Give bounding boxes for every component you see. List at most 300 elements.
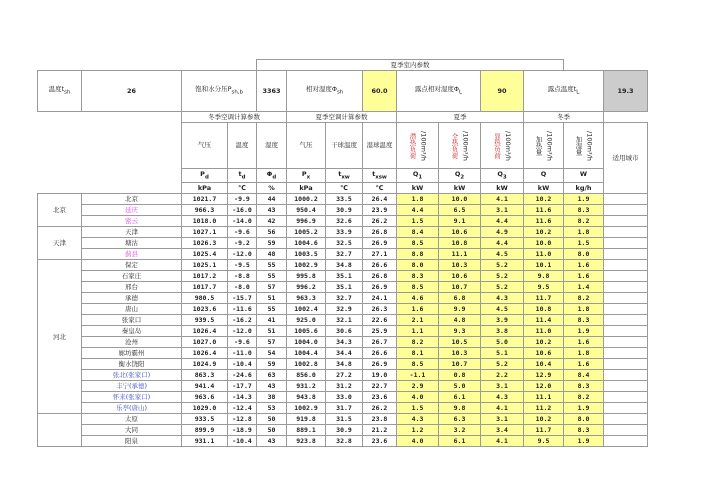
- symbol-cell: Q: [524, 169, 564, 183]
- value-cell: 10.7: [439, 359, 481, 370]
- value-cell: 11.0: [524, 249, 564, 260]
- city-name: 张北(张家口): [82, 370, 182, 381]
- value-cell: 996.9: [287, 216, 326, 227]
- city-name: 密云: [82, 216, 182, 227]
- value-cell: 8.3: [564, 315, 604, 326]
- value-cell: 32.9: [326, 304, 363, 315]
- value-cell: 5.2: [481, 271, 524, 282]
- value-cell: 30.9: [326, 425, 363, 436]
- value-cell: 57: [257, 282, 287, 293]
- unit-cell: kW: [524, 183, 564, 194]
- value-cell: 50: [257, 414, 287, 425]
- value-cell: 899.9: [182, 425, 228, 436]
- value-cell: 26.6: [363, 260, 397, 271]
- value-cell: 51: [257, 293, 287, 304]
- value-cell: 23.8: [363, 414, 397, 425]
- value-cell: 1.1: [397, 326, 439, 337]
- value-cell: 32.7: [326, 293, 363, 304]
- table-row: [38, 359, 648, 370]
- col-heating: 加热量 /100m³/h: [524, 123, 564, 169]
- value-cell: 9.3: [439, 326, 481, 337]
- value-cell: 26.9: [363, 282, 397, 293]
- city-name: 张家口: [82, 315, 182, 326]
- applicable-city-cell: [604, 271, 648, 282]
- city-name: 石家庄: [82, 271, 182, 282]
- col-pressure-summer: 气压: [287, 123, 326, 169]
- dew-rh-label: 露点相对湿度$\Phi_L$: [397, 71, 481, 112]
- value-cell: 6.1: [439, 436, 481, 447]
- value-cell: 24.1: [363, 293, 397, 304]
- value-cell: 2.9: [397, 381, 439, 392]
- value-cell: 26.2: [363, 403, 397, 414]
- applicable-city-cell: [604, 414, 648, 425]
- unit-cell: ℃: [228, 183, 257, 194]
- value-cell: 4.5: [481, 249, 524, 260]
- temp-value[interactable]: 26: [82, 71, 182, 112]
- value-cell: 8.5: [397, 238, 439, 249]
- applicable-city-cell: [604, 194, 648, 205]
- value-cell: 966.3: [182, 205, 228, 216]
- value-cell: 3.4: [481, 425, 524, 436]
- applicable-city-cell: [604, 359, 648, 370]
- value-cell: 4.0: [397, 392, 439, 403]
- value-cell: -14.3: [228, 392, 257, 403]
- value-cell: 43: [257, 436, 287, 447]
- value-cell: 59: [257, 238, 287, 249]
- value-cell: 10.4: [524, 359, 564, 370]
- value-cell: 55: [257, 304, 287, 315]
- value-cell: 56: [257, 227, 287, 238]
- value-cell: 42: [257, 216, 287, 227]
- table-row: [38, 436, 648, 447]
- value-cell: 43: [257, 381, 287, 392]
- value-cell: 32.8: [326, 436, 363, 447]
- value-cell: -17.7: [228, 381, 257, 392]
- region-name: 天津: [38, 227, 82, 260]
- value-cell: 26.7: [363, 337, 397, 348]
- value-cell: 1.9: [564, 403, 604, 414]
- region-name: 北京: [38, 194, 82, 227]
- sat-pressure-value[interactable]: 3363: [257, 71, 287, 112]
- value-cell: 8.2: [397, 337, 439, 348]
- table-row: [38, 392, 648, 403]
- value-cell: 6.1: [439, 392, 481, 403]
- unit-cell: kg/h: [564, 183, 604, 194]
- city-name: 延庆: [82, 205, 182, 216]
- symbol-cell: $Q_2$: [439, 169, 481, 183]
- value-cell: 4.4: [481, 238, 524, 249]
- value-cell: 41: [257, 315, 287, 326]
- value-cell: 23.6: [363, 392, 397, 403]
- value-cell: 43: [257, 205, 287, 216]
- value-cell: 6.3: [439, 414, 481, 425]
- city-name: 大同: [82, 425, 182, 436]
- value-cell: 1.5: [564, 238, 604, 249]
- value-cell: -9.9: [228, 194, 257, 205]
- value-cell: 19.0: [363, 370, 397, 381]
- col-total-load: 全热负荷 /100m³/h: [439, 123, 481, 169]
- dew-temp-label: 露点温度$t_L$: [524, 71, 604, 112]
- col-dry-bulb: 干球温度: [326, 123, 363, 169]
- applicable-city-cell: [604, 381, 648, 392]
- rh-value[interactable]: 60.0: [363, 71, 397, 112]
- table-row: [38, 293, 648, 304]
- col-humidity: 湿度: [257, 123, 287, 169]
- value-cell: -18.9: [228, 425, 257, 436]
- value-cell: 30.6: [326, 326, 363, 337]
- value-cell: 1023.6: [182, 304, 228, 315]
- table-row: [38, 304, 648, 315]
- value-cell: 1026.4: [182, 326, 228, 337]
- applicable-city-cell: [604, 403, 648, 414]
- value-cell: 950.4: [287, 205, 326, 216]
- applicable-city-cell: [604, 216, 648, 227]
- value-cell: -12.0: [228, 249, 257, 260]
- symbol-cell: $P_d$: [182, 169, 228, 183]
- summer-calc-header: 夏季空调计算参数: [287, 112, 397, 123]
- value-cell: 55: [257, 260, 287, 271]
- table-row: [38, 260, 648, 271]
- value-cell: 963.3: [287, 293, 326, 304]
- value-cell: 26.9: [363, 238, 397, 249]
- value-cell: 11.6: [524, 216, 564, 227]
- value-cell: -12.0: [228, 326, 257, 337]
- value-cell: 11.1: [524, 392, 564, 403]
- value-cell: 11.6: [524, 205, 564, 216]
- unit-cell: kPa: [287, 183, 326, 194]
- value-cell: 11.1: [439, 249, 481, 260]
- region-name: [38, 414, 82, 447]
- unit-cell: ℃: [326, 183, 363, 194]
- city-name: 塘沽: [82, 238, 182, 249]
- value-cell: 1005.2: [287, 227, 326, 238]
- value-cell: 10.8: [439, 238, 481, 249]
- table-row: [38, 425, 648, 436]
- value-cell: 9.8: [439, 403, 481, 414]
- value-cell: 1027.1: [182, 227, 228, 238]
- value-cell: 34.8: [326, 359, 363, 370]
- value-cell: 1.8: [564, 227, 604, 238]
- value-cell: 55: [257, 271, 287, 282]
- value-cell: 11.7: [524, 293, 564, 304]
- col-humidification: 加湿量 /100m³/h: [564, 123, 604, 169]
- applicable-city-cell: [604, 293, 648, 304]
- value-cell: 8.4: [564, 370, 604, 381]
- value-cell: 931.2: [287, 381, 326, 392]
- applicable-city-cell: [604, 315, 648, 326]
- value-cell: 931.1: [182, 436, 228, 447]
- hvac-parameter-sheet: [37, 59, 648, 447]
- value-cell: 1017.2: [182, 271, 228, 282]
- value-cell: 9.1: [439, 216, 481, 227]
- symbol-cell: $\Phi_d$: [257, 169, 287, 183]
- value-cell: 2.1: [397, 315, 439, 326]
- value-cell: -15.7: [228, 293, 257, 304]
- value-cell: -12.8: [228, 414, 257, 425]
- value-cell: 8.0: [564, 249, 604, 260]
- value-cell: 1003.5: [287, 249, 326, 260]
- value-cell: 59: [257, 359, 287, 370]
- value-cell: -9.6: [228, 337, 257, 348]
- value-cell: 923.8: [287, 436, 326, 447]
- value-cell: 4.1: [481, 436, 524, 447]
- value-cell: 4.3: [481, 293, 524, 304]
- value-cell: -10.4: [228, 359, 257, 370]
- table-row: [38, 414, 648, 425]
- value-cell: 1.9: [564, 326, 604, 337]
- col-temp: 温度: [228, 123, 257, 169]
- value-cell: -10.4: [228, 436, 257, 447]
- value-cell: 33.5: [326, 194, 363, 205]
- applicable-city-cell: [604, 326, 648, 337]
- value-cell: 8.3: [564, 425, 604, 436]
- value-cell: 8.3: [564, 381, 604, 392]
- value-cell: 995.8: [287, 271, 326, 282]
- table-row: [38, 315, 648, 326]
- city-name: 唐山: [82, 304, 182, 315]
- winter-header: 冬季: [524, 112, 604, 123]
- value-cell: 10.8: [524, 304, 564, 315]
- value-cell: 933.5: [182, 414, 228, 425]
- value-cell: 1018.0: [182, 216, 228, 227]
- applicable-city-cell: [604, 205, 648, 216]
- value-cell: 12.9: [524, 370, 564, 381]
- value-cell: 10.5: [439, 337, 481, 348]
- value-cell: 21.2: [363, 425, 397, 436]
- value-cell: 1.6: [397, 304, 439, 315]
- value-cell: 2.2: [481, 370, 524, 381]
- value-cell: 4.9: [481, 227, 524, 238]
- sheet-title: 夏季室内参数: [257, 60, 564, 71]
- value-cell: 1026.3: [182, 238, 228, 249]
- table-row: [38, 403, 648, 414]
- value-cell: 8.2: [564, 392, 604, 403]
- value-cell: 32.6: [326, 216, 363, 227]
- value-cell: -9.6: [228, 227, 257, 238]
- value-cell: 33.9: [326, 227, 363, 238]
- value-cell: 1.8: [564, 304, 604, 315]
- city-name: 廊坊霸州: [82, 348, 182, 359]
- value-cell: 5.0: [439, 381, 481, 392]
- value-cell: 1029.0: [182, 403, 228, 414]
- value-cell: 10.7: [439, 282, 481, 293]
- value-cell: 5.0: [481, 337, 524, 348]
- value-cell: 10.2: [524, 194, 564, 205]
- applicable-city-cell: [604, 227, 648, 238]
- value-cell: 1025.4: [182, 249, 228, 260]
- value-cell: 10.2: [524, 414, 564, 425]
- value-cell: 1002.4: [287, 304, 326, 315]
- applicable-city-cell: [604, 348, 648, 359]
- applicable-city-cell: [604, 392, 648, 403]
- unit-cell: kPa: [182, 183, 228, 194]
- value-cell: 856.0: [287, 370, 326, 381]
- value-cell: 4.3: [481, 392, 524, 403]
- region-name: 河北: [38, 260, 82, 414]
- value-cell: 1005.6: [287, 326, 326, 337]
- value-cell: 1.6: [564, 359, 604, 370]
- value-cell: 1.9: [564, 194, 604, 205]
- value-cell: 44: [257, 194, 287, 205]
- value-cell: -16.0: [228, 205, 257, 216]
- value-cell: 1.6: [564, 260, 604, 271]
- city-name: 丰宁(承德): [82, 381, 182, 392]
- value-cell: 1000.2: [287, 194, 326, 205]
- value-cell: 1004.6: [287, 238, 326, 249]
- value-cell: 8.0: [564, 414, 604, 425]
- value-cell: 27.1: [363, 249, 397, 260]
- symbol-cell: W: [564, 169, 604, 183]
- value-cell: 31.5: [326, 414, 363, 425]
- value-cell: 4.4: [397, 205, 439, 216]
- symbol-cell: $t_{xw}$: [326, 169, 363, 183]
- value-cell: 9.5: [524, 282, 564, 293]
- value-cell: 1025.1: [182, 260, 228, 271]
- value-cell: 54: [257, 348, 287, 359]
- rh-label: 相对湿度$\Phi_{sh}$: [287, 71, 363, 112]
- unit-cell: ℃: [363, 183, 397, 194]
- value-cell: 5.2: [481, 260, 524, 271]
- value-cell: 980.5: [182, 293, 228, 304]
- table-row: [38, 216, 648, 227]
- value-cell: 33.0: [326, 392, 363, 403]
- dew-temp-value[interactable]: 19.3: [604, 71, 648, 112]
- applicable-city-cell: [604, 337, 648, 348]
- unit-cell: kW: [481, 183, 524, 194]
- value-cell: 1002.9: [287, 260, 326, 271]
- value-cell: 11.0: [524, 326, 564, 337]
- value-cell: 1002.8: [287, 359, 326, 370]
- value-cell: 26.3: [363, 304, 397, 315]
- value-cell: 63: [257, 370, 287, 381]
- winter-calc-header: 冬季空调计算参数: [182, 112, 287, 123]
- value-cell: 26.2: [363, 216, 397, 227]
- applicable-city-cell: [604, 282, 648, 293]
- value-cell: 1004.4: [287, 348, 326, 359]
- symbol-cell: $t_{xsw}$: [363, 169, 397, 183]
- value-cell: 11.2: [524, 403, 564, 414]
- value-cell: 1.5: [397, 403, 439, 414]
- value-cell: 8.8: [397, 249, 439, 260]
- value-cell: 10.6: [524, 348, 564, 359]
- table-row: [38, 381, 648, 392]
- value-cell: 8.3: [397, 271, 439, 282]
- value-cell: 919.8: [287, 414, 326, 425]
- temp-label: 温度$t_{sh}$: [38, 71, 82, 112]
- value-cell: 1.9: [564, 436, 604, 447]
- value-cell: 6.8: [439, 293, 481, 304]
- value-cell: 1004.0: [287, 337, 326, 348]
- value-cell: 5.2: [481, 282, 524, 293]
- value-cell: 12.0: [524, 381, 564, 392]
- value-cell: 26.8: [363, 227, 397, 238]
- city-name: 北京: [82, 194, 182, 205]
- value-cell: 34.4: [326, 348, 363, 359]
- value-cell: 8.4: [397, 227, 439, 238]
- value-cell: 35.1: [326, 282, 363, 293]
- value-cell: 1026.4: [182, 348, 228, 359]
- value-cell: 3.2: [439, 425, 481, 436]
- value-cell: 11.4: [524, 315, 564, 326]
- value-cell: 8.5: [397, 359, 439, 370]
- value-cell: 1.6: [564, 271, 604, 282]
- dew-rh-value[interactable]: 90: [481, 71, 524, 112]
- value-cell: 863.3: [182, 370, 228, 381]
- value-cell: 3.1: [481, 205, 524, 216]
- value-cell: 22.7: [363, 381, 397, 392]
- table-row: [38, 370, 648, 381]
- value-cell: 10.3: [439, 348, 481, 359]
- value-cell: 26.4: [363, 194, 397, 205]
- value-cell: 1024.9: [182, 359, 228, 370]
- value-cell: 31.7: [326, 403, 363, 414]
- col-wet-bulb: 湿球温度: [363, 123, 397, 169]
- value-cell: 50: [257, 425, 287, 436]
- applicable-city-cell: [604, 370, 648, 381]
- table-row: [38, 249, 648, 260]
- value-cell: 31.2: [326, 381, 363, 392]
- value-cell: 10.6: [439, 227, 481, 238]
- value-cell: 53: [257, 403, 287, 414]
- value-cell: 1.5: [397, 216, 439, 227]
- value-cell: 23.9: [363, 205, 397, 216]
- value-cell: 1.8: [397, 194, 439, 205]
- value-cell: 11.7: [524, 425, 564, 436]
- applicable-city-cell: [604, 304, 648, 315]
- value-cell: -9.5: [228, 260, 257, 271]
- value-cell: 996.2: [287, 282, 326, 293]
- value-cell: 10.2: [524, 337, 564, 348]
- col-sensible-load: 显热负荷 /100m³/h: [481, 123, 524, 169]
- value-cell: -8.8: [228, 271, 257, 282]
- value-cell: -8.0: [228, 282, 257, 293]
- applicable-city-cell: [604, 260, 648, 271]
- col-latent-load: 潜热负荷 /100m³/h: [397, 123, 439, 169]
- value-cell: 6.5: [439, 205, 481, 216]
- unit-cell: kW: [439, 183, 481, 194]
- value-cell: 1021.7: [182, 194, 228, 205]
- value-cell: 943.8: [287, 392, 326, 403]
- value-cell: 25.9: [363, 326, 397, 337]
- value-cell: 939.5: [182, 315, 228, 326]
- value-cell: -11.0: [228, 348, 257, 359]
- value-cell: 10.0: [439, 194, 481, 205]
- value-cell: 57: [257, 337, 287, 348]
- applicable-city-cell: [604, 249, 648, 260]
- table-row: [38, 271, 648, 282]
- value-cell: 26.6: [363, 348, 397, 359]
- value-cell: 1.2: [397, 425, 439, 436]
- value-cell: 32.7: [326, 249, 363, 260]
- value-cell: 4.0: [397, 436, 439, 447]
- city-name: 邢台: [82, 282, 182, 293]
- value-cell: 4.3: [397, 414, 439, 425]
- city-name: 天津: [82, 227, 182, 238]
- value-cell: 8.3: [564, 205, 604, 216]
- unit-cell: kW: [397, 183, 439, 194]
- value-cell: -11.6: [228, 304, 257, 315]
- value-cell: 10.6: [439, 271, 481, 282]
- symbol-cell: $Q_1$: [397, 169, 439, 183]
- table-row: [38, 227, 648, 238]
- value-cell: 51: [257, 326, 287, 337]
- value-cell: 35.1: [326, 271, 363, 282]
- value-cell: 10.0: [524, 238, 564, 249]
- value-cell: 4.1: [481, 403, 524, 414]
- value-cell: 1002.9: [287, 403, 326, 414]
- summer-header: 夏季: [397, 112, 524, 123]
- unit-cell: %: [257, 183, 287, 194]
